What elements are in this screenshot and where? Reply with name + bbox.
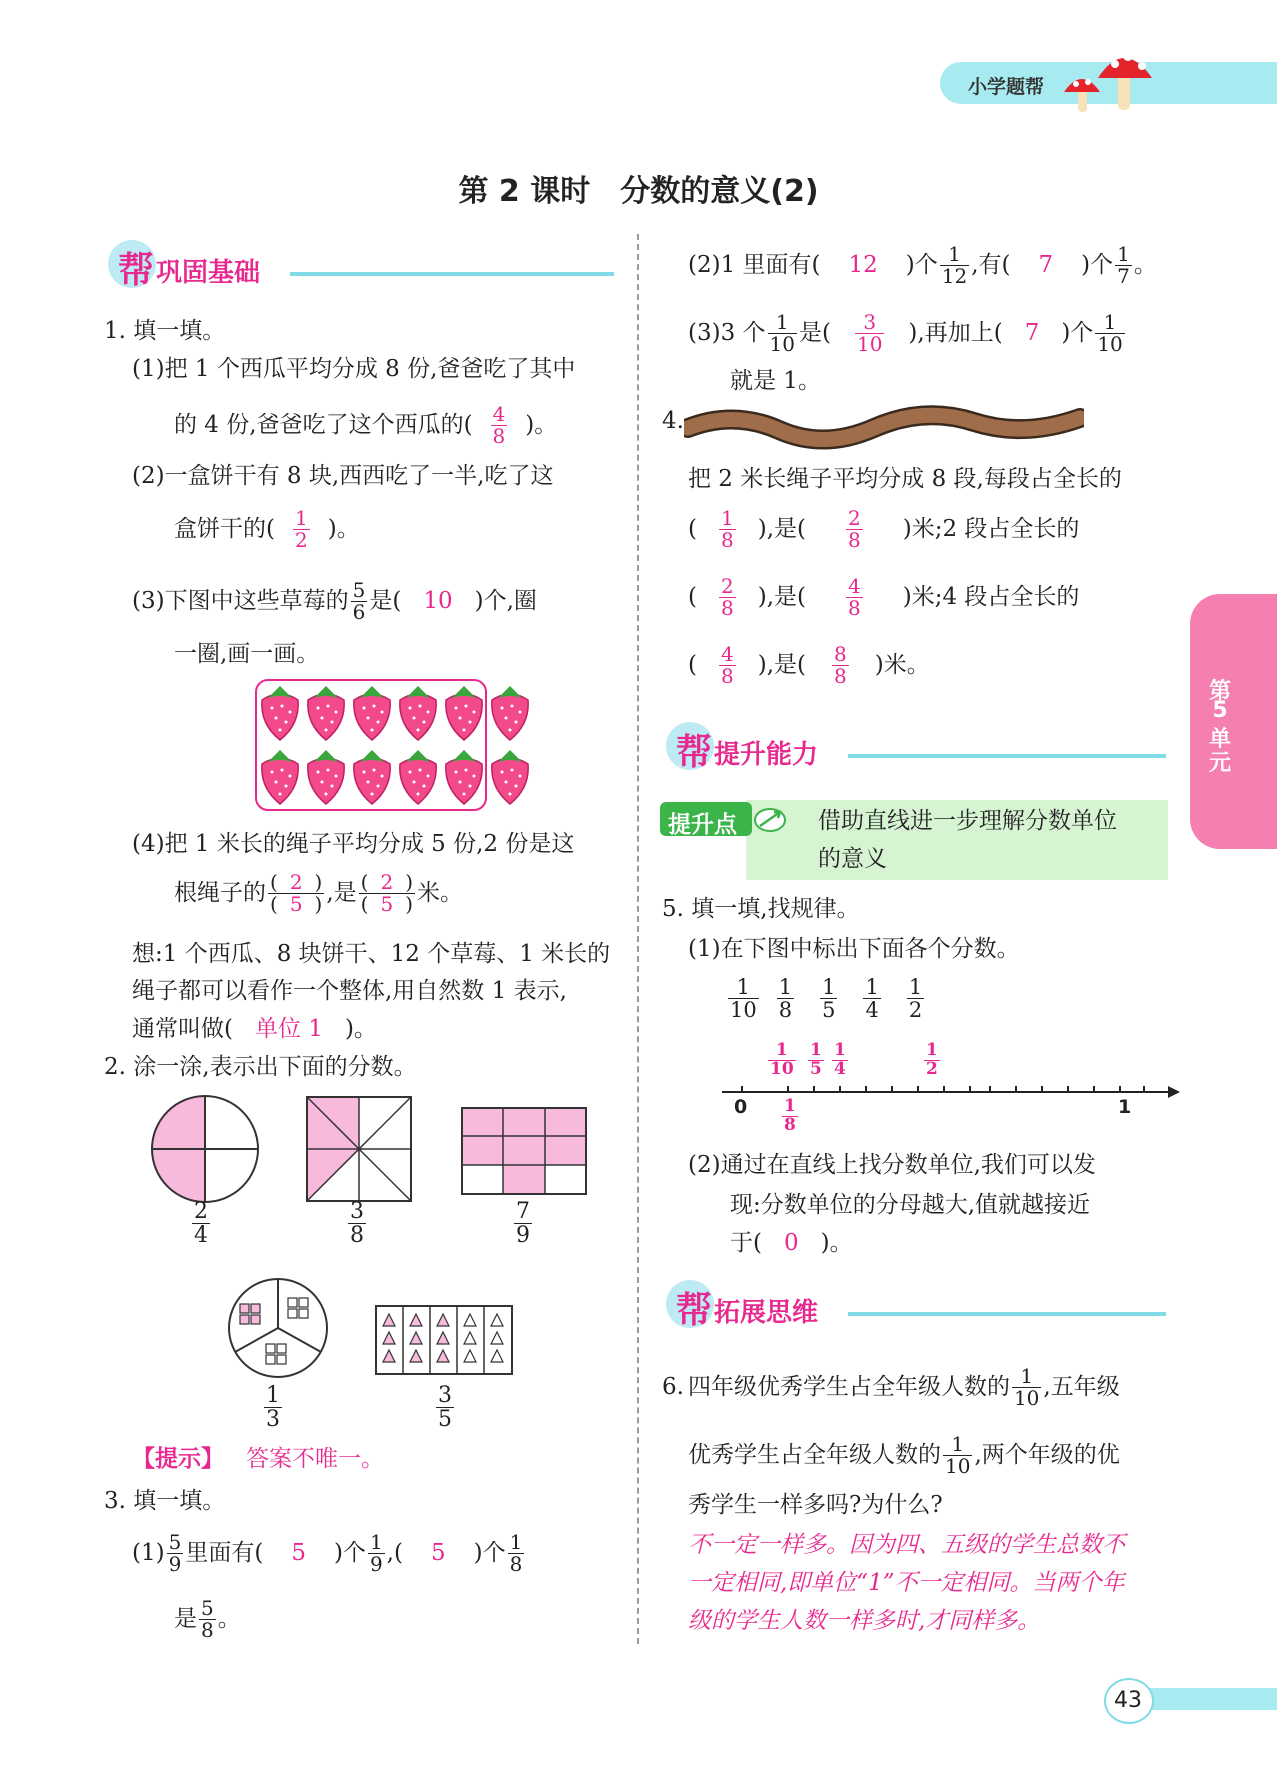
q4-row-2: ( $\frac{2}{8}$ ),是( $\frac{4}{8}$ )米;4 段占全长的: [688, 574, 1080, 620]
q3-p3-line2: 就是 1。: [730, 368, 821, 394]
mark-1-2: $\frac{1}{2}$: [926, 1040, 938, 1079]
number-line-one: 1: [1118, 1096, 1132, 1118]
q5-label: 5. 填一填,找规律。: [662, 896, 860, 922]
q2-label: 2. 涂一涂,表示出下面的分数。: [104, 1054, 417, 1080]
page-number: 43: [1114, 1688, 1142, 1713]
q3-p1-line2: 是 $\frac{5}{8}$ 。: [174, 1596, 241, 1642]
q1-p4-line2: 根绳子的 $\frac{( 2 )}{( 5 )}$ ,是 $\frac{( 2 )}{( 5 )}$ 米。: [174, 870, 464, 916]
tip-badge-label: 提升点: [668, 812, 737, 838]
strawberry-grid: [254, 676, 544, 816]
mark-1-8: $\frac{1}{8}$: [784, 1096, 796, 1135]
q2-frac-1: $\frac{2}{4}$: [194, 1199, 208, 1249]
q1-p4-line1: (4)把 1 米长的绳子平均分成 5 份,2 份是这: [132, 831, 575, 857]
q6-answer-2: 一定相同,即单位“1”不一定相同。当两个年: [688, 1570, 1125, 1596]
q1-label: 1. 填一填。: [104, 318, 226, 344]
number-line-zero: 0: [734, 1096, 748, 1118]
q6-line2: 优秀学生占全年级人数的 $\frac{1}{10}$ ,两个年级的优: [688, 1432, 1120, 1478]
q4-line1: 把 2 米长绳子平均分成 8 段,每段占全长的: [688, 466, 1122, 492]
q1-think-1: 想:1 个西瓜、8 块饼干、12 个草莓、1 米长的: [132, 941, 611, 967]
arrow-icon: [752, 804, 788, 834]
q1-p3-line2: 一圈,画一画。: [174, 641, 320, 667]
q3-p1-line1: (1) $\frac{5}{9}$ 里面有( 5 )个 $\frac{1}{9}$ ,( 5 )个 $\frac{1}{8}$: [132, 1530, 523, 1576]
q2-frac-2: $\frac{3}{8}$: [350, 1199, 364, 1249]
page-title: 第 2 课时 分数的意义(2): [458, 174, 819, 209]
q2-rect-ninths: [460, 1106, 588, 1196]
q5-p1: (1)在下图中标出下面各个分数。: [688, 936, 1020, 962]
q2-circle-quarters: [148, 1092, 262, 1206]
q1-p1-line2: 的 4 份,爸爸吃了这个西瓜的( $\frac{4}{8}$ )。: [174, 402, 558, 448]
q1-p2-line2: 盒饼干的( $\frac{1}{2}$ )。: [174, 506, 360, 552]
section-extend-header: 帮 拓展思维: [666, 1280, 1166, 1330]
section-basic-header: 帮 巩固基础: [108, 240, 614, 290]
q2-frac-4: $\frac{1}{3}$: [266, 1383, 280, 1433]
section-improve-header: 帮 提升能力: [666, 722, 1166, 772]
q3-p2: (2)1 里面有( 12 )个 $\frac{1}{12}$ ,有( 7 )个 $\frac{1}{7}$ 。: [688, 242, 1157, 288]
q6-answer-1: 不一定一样多。因为四、五级的学生总数不: [688, 1532, 1125, 1558]
q3-p3: (3)3 个 $\frac{1}{10}$ 是( $\frac{3}{10}$ ),再加上( 7 )个 $\frac{1}{10}$: [688, 310, 1123, 356]
q3-label: 3. 填一填。: [104, 1488, 226, 1514]
tip-text-1: 借助直线进一步理解分数单位: [818, 808, 1117, 834]
q2-frac-5: $\frac{3}{5}$: [438, 1383, 452, 1433]
q5-given-fracs: $\frac{1}{10}$ $\frac{1}{8}$ $\frac{1}{5}$ $\frac{1}{4}$ $\frac{1}{2}$: [730, 975, 923, 1023]
q1-p2-line1: (2)一盒饼干有 8 块,西西吃了一半,吃了这: [132, 463, 554, 489]
rope-icon: [684, 400, 1084, 456]
q4-row-3: ( $\frac{4}{8}$ ),是( $\frac{8}{8}$ )米。: [688, 642, 930, 688]
unit-side-tab: 第 5 单 元: [1190, 594, 1277, 849]
mark-1-5: $\frac{1}{5}$: [810, 1040, 822, 1079]
q5-p2-line1: (2)通过在直线上找分数单位,我们可以发: [688, 1152, 1096, 1178]
q5-p2-line2: 现:分数单位的分母越大,值就越接近: [730, 1192, 1091, 1218]
q2-rect-fifths-triangles: [374, 1304, 514, 1376]
tip-text-2: 的意义: [818, 846, 887, 872]
q1-p1-line1: (1)把 1 个西瓜平均分成 8 份,爸爸吃了其中: [132, 356, 576, 382]
mushroom-logo-icon: [1060, 44, 1160, 116]
q1-think-3: 通常叫做( 单位 1 )。: [132, 1016, 377, 1042]
brand-label: 小学题帮: [968, 76, 1045, 98]
q5-p2-line3: 于( 0 )。: [730, 1230, 853, 1256]
q6-answer-3: 级的学生人数一样多时,才同样多。: [688, 1608, 1041, 1634]
column-divider: [637, 234, 639, 1644]
q2-frac-3: $\frac{7}{9}$: [516, 1199, 530, 1249]
q6-line3: 秀学生一样多吗?为什么?: [688, 1492, 943, 1518]
mark-1-4: $\frac{1}{4}$: [834, 1040, 846, 1079]
q2-circle-thirds: [226, 1276, 330, 1380]
q1-p3-line1: (3)下图中这些草莓的 $\frac{5}{6}$ 是( 10 )个,圈: [132, 578, 537, 624]
q2-hint: 【提示】 答案不唯一。: [132, 1446, 384, 1472]
mark-1-10: $\frac{1}{10}$: [770, 1040, 794, 1079]
q2-square-eighths: [304, 1094, 414, 1204]
q6-line1: 6. 四年级优秀学生占全年级人数的 $\frac{1}{10}$ ,五年级: [662, 1364, 1120, 1410]
q4-row-1: ( $\frac{1}{8}$ ),是( $\frac{2}{8}$ )米;2 段占全长的: [688, 506, 1080, 552]
q4-label: 4.: [662, 408, 684, 434]
q1-think-2: 绳子都可以看作一个整体,用自然数 1 表示,: [132, 978, 567, 1004]
